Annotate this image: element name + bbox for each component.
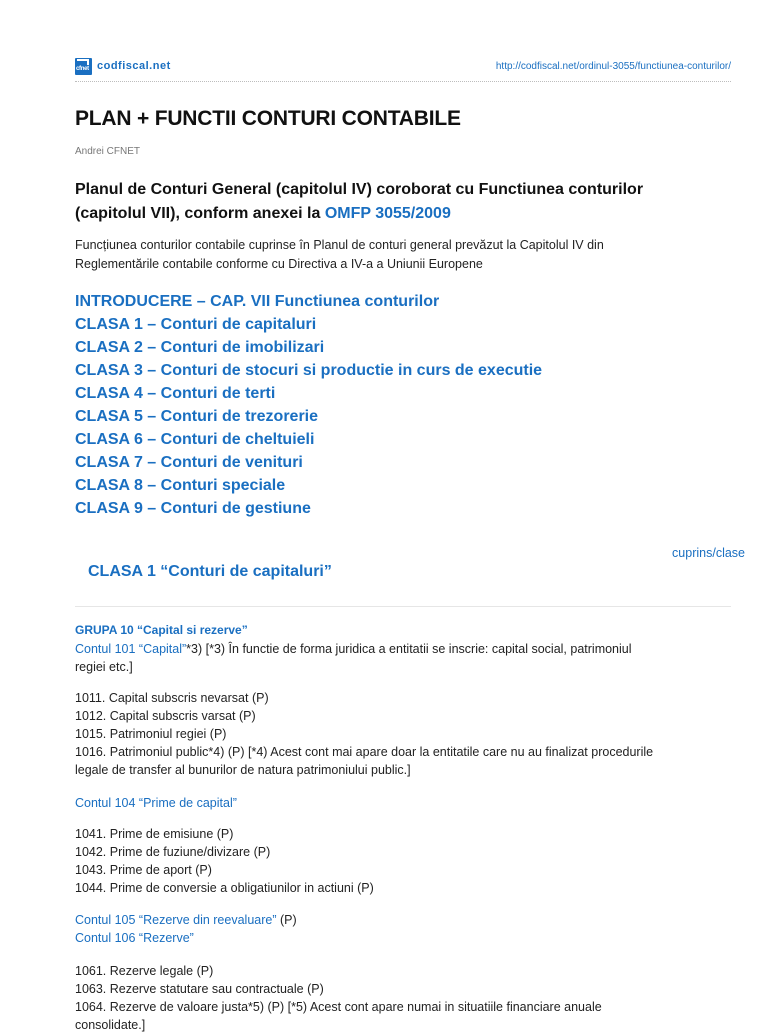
intro-paragraph	[75, 236, 675, 274]
list-item: legale de transfer al bunurilor de natura patrimoniului public.]	[75, 763, 411, 777]
source-url-link[interactable]: http://codfiscal.net/ordinul-3055/functiunea-conturilor/	[495, 61, 731, 72]
list-item: 1015. Patrimoniul regiei (P)	[75, 727, 227, 741]
list-item: consolidate.]	[75, 1018, 146, 1032]
subtitle-line-2	[75, 202, 735, 226]
logo-mark	[77, 59, 89, 65]
toc-link-clasa-4[interactable]: CLASA 4 – Conturi de terti	[75, 385, 276, 402]
list-item: 1043. Prime de aport (P)	[75, 863, 212, 877]
page-title: PLAN + FUNCTII CONTURI CONTABILE	[75, 107, 461, 130]
author-name: Andrei CFNET	[75, 146, 141, 157]
cont-104-accounts-list	[75, 825, 735, 897]
cont-104-link[interactable]: Contul 104 “Prime de capital”	[75, 796, 237, 810]
cont-101-paragraph	[75, 640, 735, 676]
list-item: 1012. Capital subscris varsat (P)	[75, 709, 256, 723]
grupa-10-heading: GRUPA 10 “Capital si rezerve”	[75, 623, 248, 637]
section-heading-clasa-1: CLASA 1 “Conturi de capitaluri”	[88, 563, 332, 580]
codfiscal-logo-icon[interactable]	[75, 58, 92, 75]
list-item: 1016. Patrimoniul public*4) (P) [*4) Acest cont mai apare doar la entitatile care nu au finalizat procedurile	[75, 745, 654, 759]
list-item: 1042. Prime de fuziune/divizare (P)	[75, 845, 271, 859]
list-item: 1061. Rezerve legale (P)	[75, 964, 214, 978]
toc-link-clasa-8[interactable]: CLASA 8 – Conturi speciale	[75, 477, 286, 494]
cont-101-note: *3) [*3) În functie de forma juridica a entitatii se inscrie: capital social, patrimoniul	[186, 642, 632, 656]
cont-101-line-2: regiei etc.]	[75, 660, 133, 674]
toc-link-clasa-7[interactable]: CLASA 7 – Conturi de venituri	[75, 454, 303, 471]
intro-line-2: Reglementările contabile conforme cu Directiva a IV-a a Uniunii Europene	[75, 257, 483, 271]
list-item: 1011. Capital subscris nevarsat (P)	[75, 691, 269, 705]
cont-106-accounts-list	[75, 962, 735, 1034]
table-of-contents	[75, 290, 542, 520]
logo-text: cfnet	[76, 66, 89, 72]
page-header	[75, 58, 731, 78]
toc-link-clasa-9[interactable]: CLASA 9 – Conturi de gestiune	[75, 500, 311, 517]
cont-105-link[interactable]: Contul 105 “Rezerve din reevaluare”	[75, 913, 277, 927]
site-name-link[interactable]: codfiscal.net	[97, 60, 171, 72]
toc-link-clasa-1[interactable]: CLASA 1 – Conturi de capitaluri	[75, 316, 317, 333]
toc-link-clasa-2[interactable]: CLASA 2 – Conturi de imobilizari	[75, 339, 325, 356]
list-item: 1063. Rezerve statutare sau contractuale (P)	[75, 982, 324, 996]
header-divider	[75, 81, 731, 82]
subtitle-line-1: Planul de Conturi General (capitolul IV) coroborat cu Functiunea conturilor	[75, 181, 644, 198]
intro-line-1: Funcțiunea conturilor contabile cuprinse în Planul de conturi general prevăzut la Capitolul IV din	[75, 238, 604, 252]
toc-link-clasa-5[interactable]: CLASA 5 – Conturi de trezorerie	[75, 408, 319, 425]
omfp-link[interactable]: OMFP 3055/2009	[324, 205, 451, 222]
cont-104-paragraph	[75, 794, 735, 812]
subtitle-line-2-text: (capitolul VII), conform anexei la	[75, 205, 325, 222]
cont-101-link[interactable]: Contul 101 “Capital”	[75, 642, 187, 656]
cont-101-line-1	[75, 640, 735, 658]
section-divider	[75, 606, 731, 607]
list-item: 1064. Rezerve de valoare justa*5) (P) [*5) Acest cont apare numai in situatiile financiare anuale	[75, 1000, 602, 1014]
document-subtitle	[75, 178, 735, 226]
toc-link-introducere[interactable]: INTRODUCERE – CAP. VII Functiunea conturilor	[75, 293, 440, 310]
cont-105-106-paragraph	[75, 911, 735, 947]
cont-101-accounts-list	[75, 689, 735, 779]
cuprins-clase-link[interactable]: cuprins/clase	[672, 546, 745, 560]
cont-105-suffix: (P)	[276, 913, 297, 927]
list-item: 1044. Prime de conversie a obligatiunilor in actiuni (P)	[75, 881, 374, 895]
toc-link-clasa-3[interactable]: CLASA 3 – Conturi de stocuri si productie in curs de executie	[75, 362, 543, 379]
list-item: 1041. Prime de emisiune (P)	[75, 827, 234, 841]
cont-106-link[interactable]: Contul 106 “Rezerve”	[75, 931, 194, 945]
toc-link-clasa-6[interactable]: CLASA 6 – Conturi de cheltuieli	[75, 431, 315, 448]
